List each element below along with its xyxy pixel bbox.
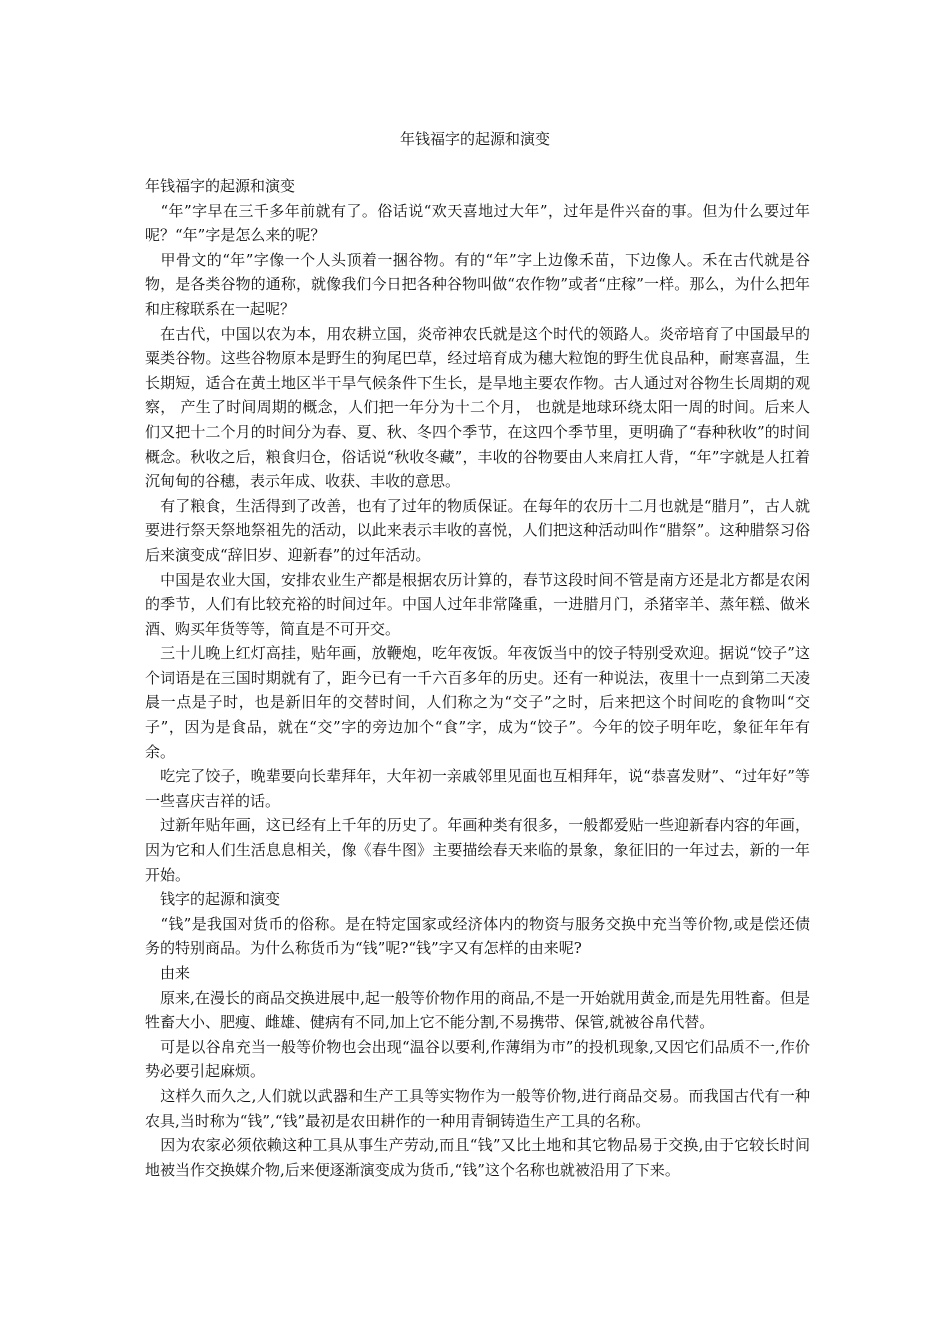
section-heading: 年钱福字的起源和演变 <box>145 177 296 195</box>
paragraph: 甲骨文的“年”字像一个人头顶着一捆谷物。有的“年”字上边像禾苗，下边像人。禾在古代就是谷物，是各类谷物的通称，就像我们今日把各种谷物叫做“农作物”或者“庄稼”一样。那么，为什么把年和庄稼联系在一起呢？ <box>145 250 810 318</box>
paragraph: 吃完了饺子，晚辈要向长辈拜年，大年初一亲戚邻里见面也互相拜年，说“恭喜发财”、“过年好”等一些喜庆吉祥的话。 <box>145 767 810 810</box>
section-heading: 钱字的起源和演变 <box>145 890 281 909</box>
paragraph: 这样久而久之,人们就以武器和生产工具等实物作为一般等价物,进行商品交易。而我国古代有一种农具,当时称为“钱”,“钱”最初是农田耕作的一种用青铜铸造生产工具的名称。 <box>145 1086 810 1130</box>
paragraph: 中国是农业大国，安排农业生产都是根据农历计算的，春节这段时间不管是南方还是北方都是农闲的季节，人们有比较充裕的时间过年。中国人过年非常隆重，一进腊月门，杀猪宰羊、蒸年糕、做米酒、购买年货等等，简直是不可开交。 <box>145 570 810 638</box>
paragraph: 有了粮食，生活得到了改善，也有了过年的物质保证。在每年的农历十二月也就是“腊月”，古人就要进行祭天祭地祭祖先的活动，以此来表示丰收的喜悦，人们把这种活动叫作“腊祭”。这种腊祭习俗后来演变成“辞旧岁、迎新春”的过年活动。 <box>145 496 810 564</box>
paragraph: 原来,在漫长的商品交换进展中,起一般等价物作用的商品,不是一开始就用黄金,而是先用牲畜。但是牲畜大小、肥瘦、雌雄、健病有不同,加上它不能分割,不易携带、保管,就被谷帛代替。 <box>145 988 810 1032</box>
paragraph: 可是以谷帛充当一般等价物也会出现“温谷以要利,作薄绢为市”的投机现象,又因它们品质不一,作价势必要引起麻烦。 <box>145 1037 810 1081</box>
document-body <box>145 174 810 1182</box>
paragraph: 过新年贴年画，这已经有上千年的历史了。年画种类有很多，一般都爱贴一些迎新春内容的年画，因为它和人们生活息息相关，像《春牛图》主要描绘春天来临的景象，象征旧的一年过去，新的一年开始。 <box>145 816 810 884</box>
paragraph: “钱”是我国对货币的俗称。是在特定国家或经济体内的物资与服务交换中充当等价物,或是偿还债务的特别商品。为什么称货币为“钱”呢?“钱”字又有怎样的由来呢? <box>145 914 810 958</box>
section-heading: 由来 <box>145 964 191 982</box>
paragraph: 三十儿晚上红灯高挂，贴年画，放鞭炮，吃年夜饭。年夜饭当中的饺子特别受欢迎。据说“饺子”这个词语是在三国时期就有了，距今已有一千六百多年的历史。还有一种说法，夜里十一点到第二天凌晨一点是子时，也是新旧年的交替时间，人们称之为“交子”之时，后来把这个时间吃的食物叫“交子”，因为是食品，就在“交”字的旁边加个“食”字，成为“饺子”。今年的饺子明年吃，象征年年有余。 <box>145 644 810 761</box>
document-title: 年钱福字的起源和演变 <box>399 130 550 148</box>
paragraph: “年”字早在三千多年前就有了。俗话说“欢天喜地过大年”，过年是件兴奋的事。但为什么要过年呢？“年”字是怎么来的呢？ <box>145 201 810 245</box>
paragraph: 在古代，中国以农为本，用农耕立国，炎帝神农氏就是这个时代的领路人。炎帝培育了中国最早的粟类谷物。这些谷物原本是野生的狗尾巴草，经过培育成为穗大粒饱的野生优良品种，耐寒喜温，生长期短，适合在黄土地区半干旱气候条件下生长，是旱地主要农作物。古人通过对谷物生长周期的观察， 产生了时间周期的概念，人们把一年分为十二个月， 也就是地球环绕太阳一周的时间。后来人们又把十二个月的时间分为春、夏、秋、冬四个季节，在这四个季节里，更明确了“春种秋收”的时间概念。秋收之后，粮食归仓，俗话说“秋收冬藏”，丰收的谷物要由人来肩扛人背，“年”字就是人扛着沉甸甸的谷穗，表示年成、收获、丰收的意思。 <box>145 324 810 491</box>
paragraph: 因为农家必须依赖这种工具从事生产劳动,而且“钱”又比土地和其它物品易于交换,由于它较长时间地被当作交换媒介物,后来便逐渐演变成为货币,“钱”这个名称也就被沿用了下来。 <box>145 1136 810 1179</box>
